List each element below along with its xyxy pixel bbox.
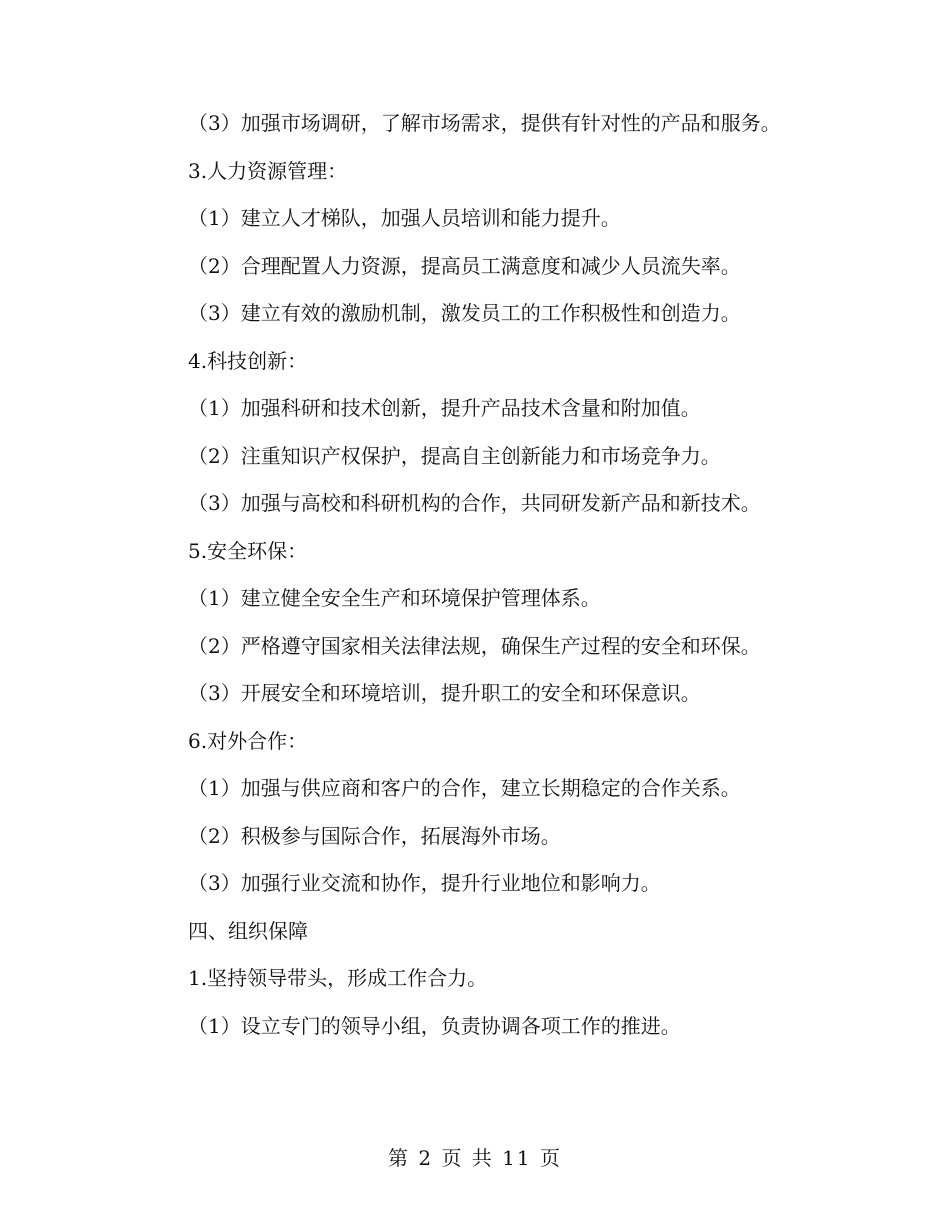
paragraph-safety-3: （3）开展安全和环境培训，提升职工的安全和环保意识。 [188, 681, 701, 705]
paragraph-coop-2: （2）积极参与国际合作，拓展海外市场。 [188, 823, 561, 848]
page-number-footer: 第 2 页 共 11 页 [388, 1146, 562, 1170]
heading-tech-innovation: 4.科技创新： [188, 348, 308, 373]
paragraph-hr-2: （2）合理配置人力资源，提高员工满意度和减少人员流失率。 [188, 253, 741, 278]
heading-organizational-support: 四、组织保障 [188, 918, 308, 943]
paragraph-leadership-1: （1）设立专门的领导小组，负责协调各项工作的推进。 [188, 1013, 681, 1038]
heading-human-resources: 3.人力资源管理： [188, 158, 348, 183]
heading-external-cooperation: 6.对外合作： [188, 728, 308, 753]
paragraph-market-research: （3）加强市场调研，了解市场需求，提供有针对性的产品和服务。 [188, 111, 781, 135]
heading-leadership: 1.坚持领导带头，形成工作合力。 [188, 966, 488, 990]
paragraph-coop-1: （1）加强与供应商和客户的合作，建立长期稳定的合作关系。 [188, 776, 741, 800]
paragraph-safety-1: （1）建立健全安全生产和环境保护管理体系。 [188, 586, 601, 610]
paragraph-safety-2: （2）严格遵守国家相关法律法规，确保生产过程的安全和环保。 [188, 633, 761, 658]
paragraph-hr-3: （3）建立有效的激励机制，激发员工的工作积极性和创造力。 [188, 301, 741, 325]
paragraph-tech-3: （3）加强与高校和科研机构的合作，共同研发新产品和新技术。 [188, 491, 761, 515]
heading-safety-environment: 5.安全环保： [188, 538, 308, 563]
paragraph-coop-3: （3）加强行业交流和协作，提升行业地位和影响力。 [188, 871, 661, 895]
paragraph-tech-1: （1）加强科研和技术创新，提升产品技术含量和附加值。 [188, 396, 701, 420]
document-body [140, 100, 810, 1050]
paragraph-tech-2: （2）注重知识产权保护，提高自主创新能力和市场竞争力。 [188, 443, 721, 468]
paragraph-hr-1: （1）建立人才梯队，加强人员培训和能力提升。 [188, 206, 621, 230]
